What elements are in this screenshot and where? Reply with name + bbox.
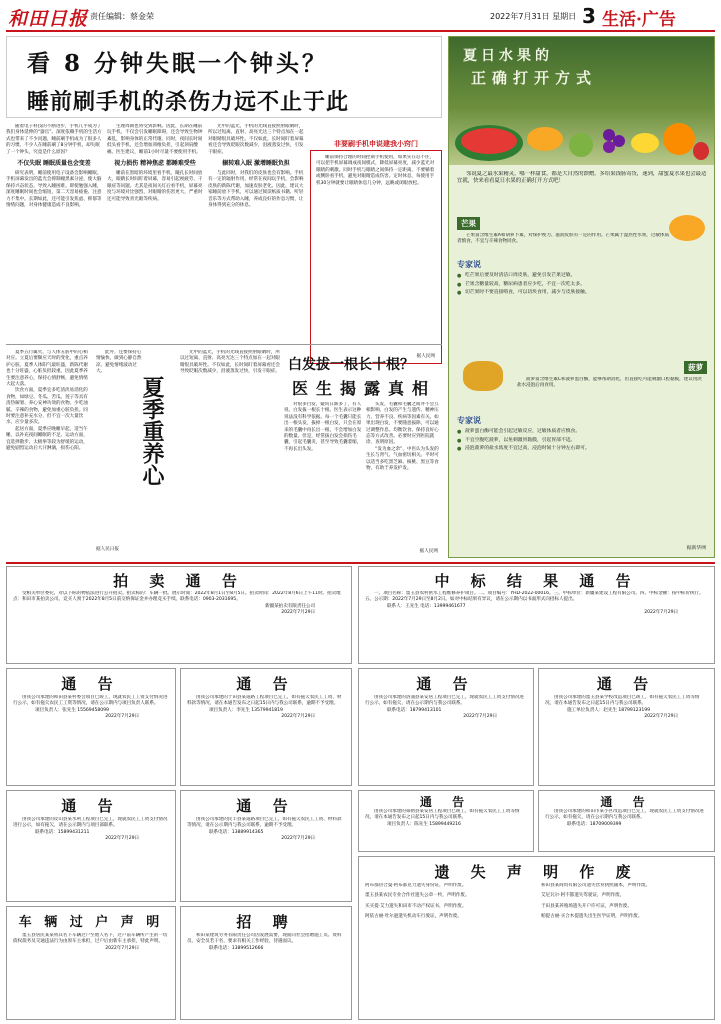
notice-text: 由我公司承建的和田县某村委会项目已竣工，现就农民工工资支付情况进行公示，如有拖欠农民工工资等情况，请在公示期内与项目负责人联系。 <box>13 695 168 707</box>
notice-date: 2022年7月29日 <box>105 714 139 720</box>
notice-3 <box>358 668 534 786</box>
notice-contact: 施工单位负责人：赵先生 18799123199 <box>567 707 650 713</box>
vehicle-transfer-notice <box>6 906 176 1020</box>
tips1-section <box>457 259 707 299</box>
sidebar-tips-box <box>310 138 442 364</box>
tips1-title: 专家说 <box>457 260 481 269</box>
loss-item: 艾尼瓦尔·阿不都遗失驾驶证，声明作废。 <box>541 893 625 899</box>
tips2-title: 专家说 <box>457 416 481 425</box>
notice-body <box>545 809 708 851</box>
article1-col2-text: 生理周期也将受到影响。因此，长期在睡前玩手机，不仅会引发睡眠障碍，还会导致生物钟紊乱，影响身体的正常代谢。同时，夜间长时间低头看手机，还会增加颈椎负担，引起颈肩酸痛。医生建议，睡前1小时尽量不要使用手机。 <box>107 124 203 155</box>
loss-declarations-title: 遗 失 声 明 作 废 <box>434 863 639 881</box>
notice-8 <box>538 790 715 852</box>
tips1-item: ● 吃芒果后要及时清洁口周皮肤，避免引发芒果过敏。 <box>457 273 707 280</box>
bid-result-body <box>365 591 708 661</box>
article3-title-line1: 白发拔一根长十根？ <box>288 357 414 373</box>
article1-col3-text2: 与此同时，对我们的皮肤也会有影响。手机有一定的辐射作用，经常在夜间玩手机，会影响皮肤的新陈代谢，加速皮肤老化。因此，建议大家睡前放下手机，可以通过阅读纸质书籍、听轻音乐等方式帮助入睡，养成良好的作息习惯，让身体得到充分的休息。 <box>208 171 304 209</box>
notice-text: 由我公司承建的和田市某小区改造项目已完工，现就农民工工资支付情况进行公示，如有拖欠，请在公示期内与我公司联系。 <box>545 809 704 821</box>
fruit-ad-author: 据新华网 <box>686 546 706 551</box>
fruit-ad-intro-text: 邻说夏之最水果精灵，哪一样甜食，都是大自然的馈赠，多给果钱肠寄货，速到，甜蜜夏水果也会最适宜就，快来看看夏日水果的正确打开方式吧！ <box>457 171 707 185</box>
sidebar-body <box>316 155 436 345</box>
auction-notice-text: 受相关单位委托，对以下标的物依法进行公开拍卖。拍卖标的：车辆一批。展示时间：2022年8月1日至8月5日。拍卖时间：2022年8月6日上午11时。拍卖地点：和田市某拍卖公司。竞买人须于2022年8月5日前交纳保证金并办理竞买手续。联系电话：0903-2031695。 <box>13 591 341 603</box>
tips1-item: ● 芒果含糖量较高，糖尿病患者应少吃，不宜一次吃太多。 <box>457 282 707 289</box>
article1-subheading-1: 不仅失眠 睡眠质量也会变差 <box>17 160 91 168</box>
strawberry <box>693 142 709 160</box>
article1-col3-text: 光中的蓝光，手机的光线直接照射眼睛时，所以过短离、直射、高亮光达三个特点加在一起对眼睛很具破坏性。不仅如此，长时间盯着屏幕看还会导致眨眼次数减少，泪液蒸发过快，引发干眼症。 <box>208 124 304 155</box>
bid-result-text: 一、项目名称：墨玉县农村供水工程维修养护项目。二、项目编号：YHD-2022-00016。三、中标单位：新疆某建设工程有限公司。四、中标金额：按中标价执行。五、公示期：2022年7月29日至8月2日。如对中标结果有异议，请在公示期内以书面形式向招标人提出。 <box>365 591 704 603</box>
loss-item: 和田县某商贸有限公司遗失营业执照副本，声明作废。 <box>541 883 651 888</box>
notice-contact: 联系电话：18709009399 <box>567 821 622 827</box>
notice-2 <box>180 668 352 786</box>
notice-body <box>365 695 527 783</box>
bid-result-date: 2022年7月29日 <box>644 610 678 616</box>
bid-result-notice <box>358 566 715 664</box>
tips2-section <box>457 415 707 455</box>
notice-6 <box>180 790 352 902</box>
notice-date: 2022年7月29日 <box>463 714 497 720</box>
article2-author: 据人民日报 <box>96 547 119 552</box>
loss-item: 墨玉县某农民专业合作社遗失公章一枚，声明作废。 <box>365 893 470 899</box>
article1-column-3 <box>208 124 304 356</box>
article1-col2-text2: 睡前在黑暗的环境里看手机，瞳孔长时间放大，眼睛长时间盯着屏幕，容易引起视疲劳、干眼症等问题。尤其是夜间关灯后看手机，屏幕亮度与环境对比强烈，对眼睛的伤害更大，严重时还可能导致青光眼等疾病。 <box>107 171 203 202</box>
loss-item: 于田县某养殖场遗失开户许可证，声明作废。 <box>541 903 632 909</box>
notice-text: 由我公司承建的洛浦县某安居工程项目已完工，现就农民工工资支付情况进行公示，如有拖欠，请在公示期内与我公司联系。 <box>365 695 524 707</box>
notice-contact: 项目负责人：张先生 15569458099 <box>35 707 109 713</box>
bid-result-contact: 联系人：王先生 电话：13999461677 <box>387 603 466 609</box>
sidebar-title: 非要刷手机申说建我小窍门 <box>334 140 418 148</box>
notice-date: 2022年7月29日 <box>644 714 678 720</box>
notice-title: 通 告 <box>61 797 121 815</box>
tips2-item: ● 浸泡菠萝的盐水浓度不宜过高，浸泡时间十分钟左右即可。 <box>457 446 707 453</box>
article2-text4: 此外，还要保持心情愉快，做到心静自然凉，避免情绪波动过大。 <box>96 350 142 375</box>
notice-text: 由我公司承建的皮山县某水利工程项目已完工，现就农民工工资支付情况进行公示，如有拖欠，请在公示期内与项目部联系。 <box>13 817 168 829</box>
tips1-list <box>457 273 707 297</box>
notice-text: 由我公司承建的民丰县某道路项目已完工，如有拖欠农民工工资、材料款等情况，请在公示期内与我公司联系，逾期不予受理。 <box>187 817 342 829</box>
sidebar-header <box>310 138 442 151</box>
article2-column-1 <box>6 350 92 554</box>
article-title-line2: 睡前刷手机的杀伤力远不止于此 <box>27 89 350 115</box>
mango-icon <box>669 215 705 241</box>
article3-text3: “发为血之余”，中医认为头发的生长与肾气、气血密切相关。平时可以适当多吃黑芝麻、核桃、黑豆等食物，有助于养发护发。 <box>366 446 439 472</box>
fruit-ad-headline-1: 夏日水果的 <box>463 48 553 64</box>
article-white-hair <box>180 350 442 556</box>
article-title-box <box>6 36 442 118</box>
article3-column-left <box>180 350 280 554</box>
notice-contact: 项目负责人：陈先生 15899449216 <box>387 821 461 827</box>
notice-text: 由我公司承建的于田县某道路工程项目已完工，如有拖欠农民工工资、材料款等情况，请在本通告发布之日起15日内与我公司联系，逾期不予受理。 <box>187 695 342 707</box>
loss-item: 帕提古丽·买合木提遗失出生医学证明，声明作废。 <box>541 914 643 920</box>
notice-1 <box>6 668 176 786</box>
notice-text: 由我公司承建的策勒县某安居工程项目已竣工，如有拖欠农民工工资等情况，请在本通告发布之日起15日内与我公司联系。 <box>365 809 520 821</box>
auction-notice <box>6 566 352 664</box>
fruit-illustration <box>449 95 714 165</box>
article3-column-mid <box>284 402 362 554</box>
editor-credit: 责任编辑：蔡金荣 <box>90 12 154 21</box>
kiwi <box>569 133 593 157</box>
fruit-ad <box>448 36 715 558</box>
article1-subheading-2: 视力损伤 精神焦虑 都睡难受些 <box>114 160 196 168</box>
notice-title: 通 告 <box>600 795 653 809</box>
notice-contact: 项目负责人：李先生 13579941819 <box>209 707 283 713</box>
pineapple-text <box>517 377 705 411</box>
fruit-ad-headline-2: 正确打开方式 <box>471 69 598 87</box>
fruit-ad-intro <box>457 171 707 207</box>
notice-date: 2022年7月29日 <box>281 714 315 720</box>
page-number: 3 <box>582 4 596 28</box>
article3-column-right <box>366 402 442 554</box>
notice-contact: 联系电话：13889914365 <box>209 829 264 835</box>
auction-notice-title: 拍 卖 通 告 <box>113 572 245 590</box>
loss-item: 买买提·艾力遗失和田市不动产权证书，声明作废。 <box>365 903 467 909</box>
notice-title: 通 告 <box>416 675 476 693</box>
tips1-item: ● 切芒果时不要直接啃食，可以切块食用，减少与皮肤接触。 <box>457 290 707 297</box>
article1-divider <box>6 344 442 345</box>
mango <box>527 127 563 151</box>
auction-notice-date: 2022年7月29日 <box>281 610 315 616</box>
article3-text0: 光中的蓝光，手机的光线直接照射眼睛时，所以过短离、直射、高亮光达三个特点加在一起对眼睛很具破坏性。不仅如此，长时间盯着屏幕看还会导致眨眼次数减少，泪液蒸发过快，引发干眼症。 <box>180 350 280 375</box>
article3-author: 据人民网 <box>419 549 438 554</box>
masthead <box>0 0 721 32</box>
notice-body <box>187 817 345 899</box>
loss-item: 阿依古丽·吐尔逊遗失机动车行驶证，声明作废。 <box>365 914 462 920</box>
auction-notice-company: 新疆某拍卖有限责任公司 <box>265 603 315 609</box>
article2-text2: 饮食方面，夏季宜多吃清淡易消化的食物，如绿豆、冬瓜、苦瓜、莲子等具有清热解暑、养心安神功效的食物。少吃油腻、辛辣的食物，避免加重心脏负担。同时要注意补充水分，但不宜一次大量饮水，应少量多次。 <box>6 388 88 426</box>
notice-body <box>13 695 169 783</box>
article2-text1: 夏季五行属火，与人体五脏中的心相对应。立夏后要顺应天时的变化，重点养护心脏。夏季人体阳气最旺盛，新陈代谢也十分旺盛，心脏负担较重。因此夏季养生要注意养心，保持心情舒畅，避免情绪大起大落。 <box>6 350 88 388</box>
article3-title-line2: 医生揭露真相 <box>292 379 437 398</box>
pineapple-title: 菠萝 <box>684 361 707 374</box>
article-summer-heart <box>6 350 176 556</box>
notice-title: 通 告 <box>236 675 296 693</box>
notice-contact: 联系电话：18799413101 <box>387 707 442 713</box>
notice-body <box>187 695 345 783</box>
vehicle-transfer-date: 2022年7月29日 <box>105 945 139 951</box>
tips2-list <box>457 429 707 453</box>
article1-column-1 <box>6 124 102 356</box>
notice-body <box>545 695 708 783</box>
notice-title: 通 告 <box>236 797 296 815</box>
issue-date: 2022年7月31日 星期日 <box>490 12 577 21</box>
notice-body <box>13 817 169 899</box>
vehicle-transfer-text: 墨玉县居民某某将其名下车辆过户至他人名下，过户前车辆所产生的一切债权债务及交通违法行为由原车主承担，过户后由新车主承担，特此声明。 <box>13 933 168 945</box>
notice-title: 通 告 <box>419 795 473 809</box>
fruit-ad-banner <box>449 37 714 165</box>
grape <box>603 129 615 141</box>
article3-text2: 头发，毛囊和毛囊之间并不会互相影响，白发的产生与遗传、精神压力、营养不良、疾病等因素有关。如果出现白发，不要随意拔除，可以通过调整作息、均衡饮食、保持良好心态等方式改善。必要时应到医院就诊，查明原因。 <box>366 402 439 446</box>
auction-notice-body <box>13 591 345 661</box>
notice-date: 2022年7月29日 <box>281 836 315 842</box>
notice-7 <box>358 790 534 852</box>
sidebar-author: 据人民网 <box>416 354 435 359</box>
article2-text3: 起居方面，夏季应晚睡早起，适当午睡，以补充夜间睡眠的不足。运动方面，宜选择散步、太极拳等较为舒缓的运动，避免剧烈运动后大汗淋漓，损伤心阳。 <box>6 426 88 452</box>
notice-date: 2022年7月29日 <box>105 836 139 842</box>
bid-result-title: 中 标 结 果 通 告 <box>434 572 639 590</box>
hiring-notice <box>180 906 352 1020</box>
notice-contact: 联系电话：15899431211 <box>35 829 90 835</box>
lemon <box>631 133 659 153</box>
loss-item: 阿布都热合曼·阿布都克力遗失身份证，声明作废。 <box>365 883 467 888</box>
hiring-text: 和田某建筑劳务有限责任公司因发展需要，现面向社会招聘施工员、资料员、安全员若干名，要求有相关工作经验，待遇面议。 <box>187 933 342 945</box>
hiring-contact: 联系电话：13899512666 <box>209 945 264 951</box>
notice-text: 由我公司承建的墨玉县某学校改造项目已竣工，如有拖欠农民工工资等情况，请在本通告发布之日起15日内与我公司联系。 <box>545 695 700 707</box>
vehicle-transfer-title: 车 辆 过 户 声 明 <box>18 915 164 930</box>
tips2-item: ● 不宜空腹吃菠萝，以免刺激胃黏膜，引起胃部不适。 <box>457 438 707 445</box>
article3-text1: 对很多白发，疑问日渐多了，有人说，白发拔一根长十根。医生表示这种说法没有科学依据。每一个毛囊只能长出一根头发，拔掉一根白发，只会在原来的毛囊中再长出一根，不会增加白发的数量。但是，经常拔白发会损伤毛囊，引起毛囊炎，甚至导致毛囊萎缩，不再长出头发。 <box>284 402 362 452</box>
article-phone-sleep <box>6 36 442 359</box>
article1-intro: 随着电子科技的不断进步，手机几乎成为了我们身体延伸的“器官”。深度依赖手机的生活方式也带来了不少问题，睡前刷手机成为了很多人的习惯，不少人在睡前刷了8分钟手机，却失眠了一个钟头，究竟是什么原因？ <box>6 124 102 155</box>
vehicle-transfer-body <box>13 933 169 1017</box>
notices-top-rule <box>6 562 715 564</box>
masthead-rule <box>6 30 715 32</box>
notice-title: 通 告 <box>596 675 657 693</box>
article1-subheading-3: 辗转难入眠 激增睡眠负担 <box>222 160 290 168</box>
notice-5 <box>6 790 176 902</box>
article-title-line1: 看 8 分钟失眠一个钟头？ <box>27 50 329 77</box>
loss-declarations-list <box>365 883 709 1017</box>
article1-column-2 <box>107 124 203 356</box>
pineapple-icon <box>463 361 503 391</box>
sidebar-text: 睡前保持合理的时间控制手机使用，如果实在忍不住，可以把手机屏幕调成夜间模式，降低屏幕亮度，减少蓝光对眼睛的刺激。同时手机与眼睛之间保持一定距离，不要躺着或侧卧看手机，避免对眼睛造成伤害。定时休息，每使用手机30分钟就要让眼睛休息几分钟，远眺或闭眼放松。 <box>316 155 435 186</box>
notice-body <box>365 809 527 851</box>
notice-title: 通 告 <box>61 675 121 693</box>
newspaper-logo: 和田日报 <box>8 8 89 30</box>
hiring-body <box>187 933 345 1017</box>
notice-4 <box>538 668 715 786</box>
hiring-title: 招 聘 <box>236 913 296 931</box>
orange <box>663 123 695 155</box>
article2-vertical-title: 夏季重养心 <box>139 376 165 486</box>
mango-text-p: 芒果富含维生素A和胡萝卜素，对保护视力、滋润皮肤有一定的作用。芒果属于湿热性水果，过敏体质者慎食，不宜与辛辣食物同食。 <box>457 233 670 245</box>
loss-declarations <box>358 856 715 1020</box>
pineapple-text-p: 菠萝富含维生素C和菠萝蛋白酶，能够帮助消化，但直接吃可能刺激口腔黏膜，建议用淡盐水浸泡后再食用。 <box>517 377 702 389</box>
tips2-item: ● 菠萝蛋白酶可能会引起过敏反应，过敏体质者应慎食。 <box>457 429 707 436</box>
article1-col1-text: 研究表明，睡前使用电子设备会影响睡眠。手机屏幕发出的蓝光会抑制褪黑素分泌，使大脑保持兴奋状态，导致入睡困难。即使勉强入睡，深度睡眠时间也会缩短，第二天容易疲倦、注意力不集中。长期如此，还可能引发焦虑、抑郁等情绪问题，对身体健康造成不良影响。 <box>6 171 102 209</box>
mango-title: 芒果 <box>457 217 480 230</box>
section-name: 生活·广告 <box>602 10 676 30</box>
